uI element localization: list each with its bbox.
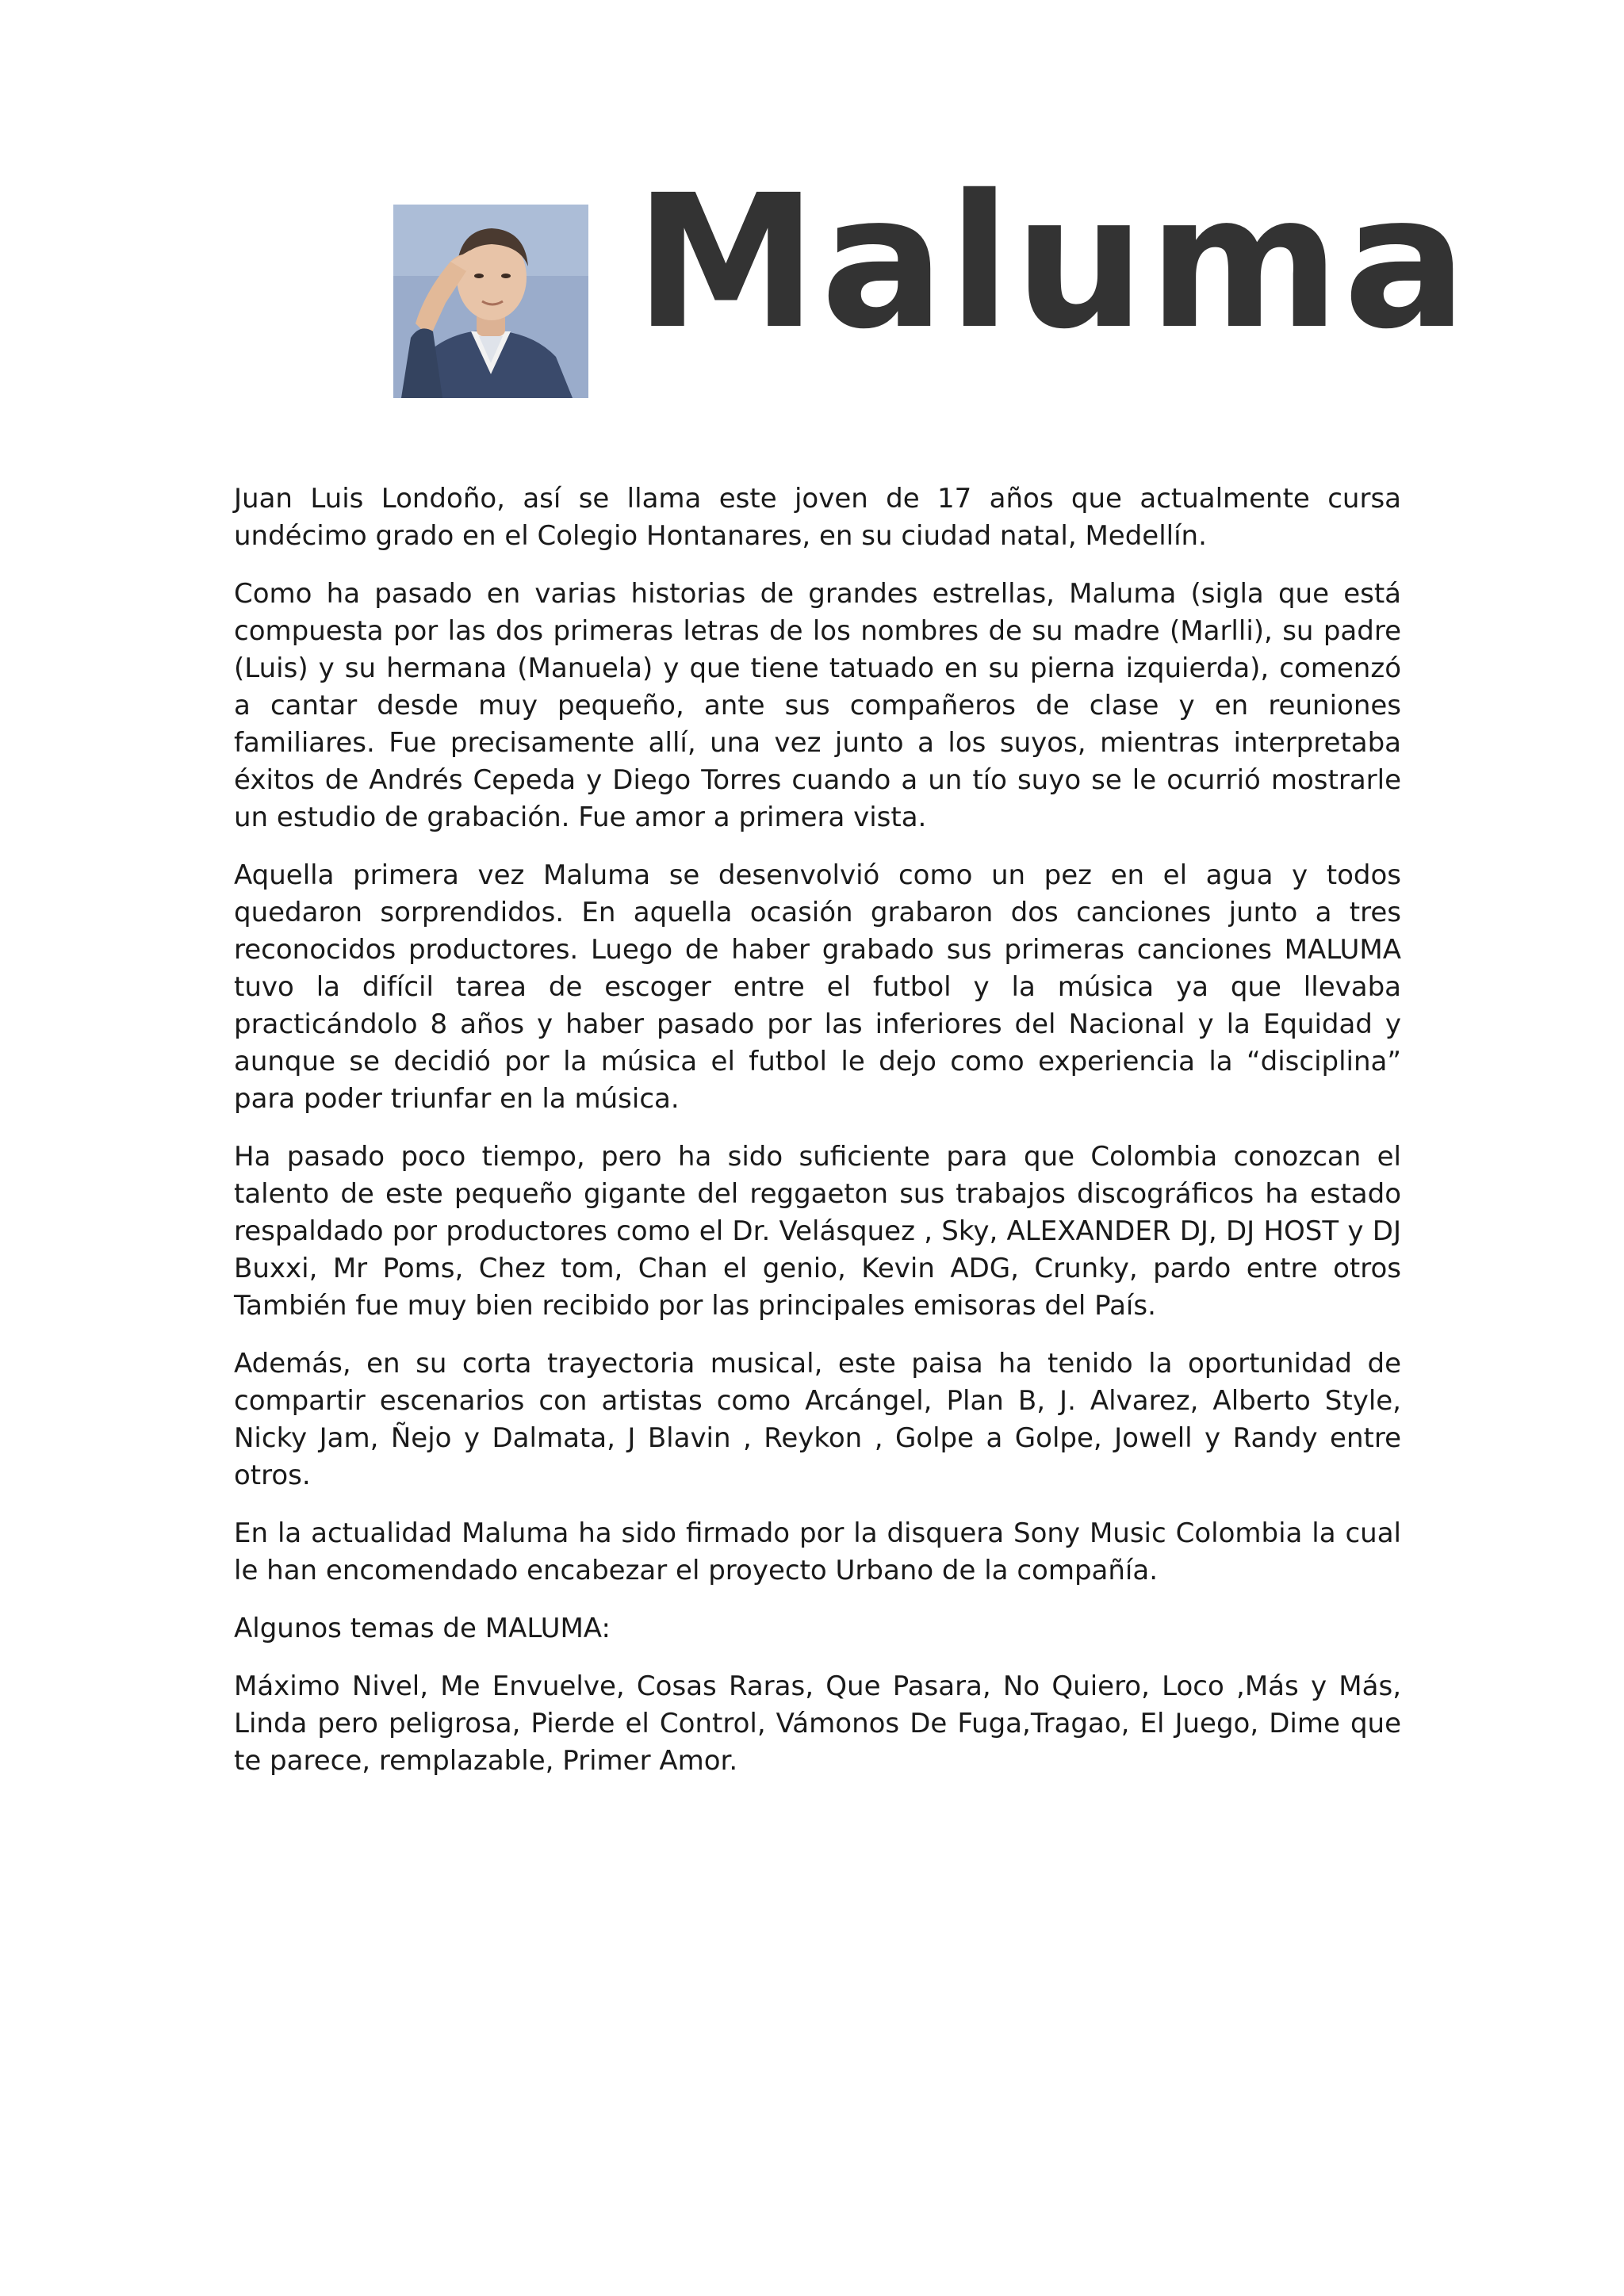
songs-list: Máximo Nivel, Me Envuelve, Cosas Raras, Que Pasara, No Quiero, Loco ,Más y Más, Linda pero peligrosa, Pierde el Control, Vámonos De Fuga,Tragao, El Juego, Dime que te parece, remplazable, Primer Amor. — [234, 1670, 1401, 1777]
page-title: Maluma — [634, 155, 1471, 369]
article-body — [234, 480, 1401, 1800]
paragraph-intro: Juan Luis Londoño, así se llama este joven de 17 años que actualmente cursa undécimo grado en el Colegio Hontanares, en su ciudad natal, Medellín. — [234, 483, 1401, 552]
paragraph-first-recording: Aquella primera vez Maluma se desenvolvió como un pez en el agua y todos quedaron sorprendidos. En aquella ocasión grabaron dos canciones junto a tres reconocidos productores. Luego de haber grabado sus primeras canciones MALUMA tuvo la difícil tarea de escoger entre el futbol y la música ya que llevaba practicándolo 8 años y haber pasado por las inferiores del Nacional y la Equidad y aunque se decidió por la música el futbol le dejo como experiencia la “disciplina” para poder triunfar en la música. — [234, 859, 1401, 1115]
portrait-icon — [393, 205, 588, 398]
songs-heading: Algunos temas de MALUMA: — [234, 1613, 611, 1644]
paragraph-record-label: En la actualidad Maluma ha sido firmado por la disquera Sony Music Colombia la cual le han encomendado encabezar el proyecto Urbano de la compañía. — [234, 1517, 1401, 1586]
paragraph-collaborations: Además, en su corta trayectoria musical, este paisa ha tenido la oportunidad de compartir escenarios con artistas como Arcángel, Plan B, J. Alvarez, Alberto Style, Nicky Jam, Ñejo y Dalmata, J Blavin , Reykon , Golpe a Golpe, Jowell y Randy entre otros. — [234, 1348, 1401, 1491]
portrait-photo — [393, 205, 588, 398]
paragraph-origins: Como ha pasado en varias historias de grandes estrellas, Maluma (sigla que está compuesta por las dos primeras letras de los nombres de su madre (Marlli), su padre (Luis) y su hermana (Manuela) y que tiene tatuado en su pierna izquierda), comenzó a cantar desde muy pequeño, ante sus compañeros de clase y en reuniones familiares. Fue precisamente allí, una vez junto a los suyos, mientras interpretaba éxitos de Andrés Cepeda y Diego Torres cuando a un tío suyo se le ocurrió mostrarle un estudio de grabación. Fue amor a primera vista. — [234, 578, 1401, 833]
paragraph-producers: Ha pasado poco tiempo, pero ha sido suficiente para que Colombia conozcan el talento de este pequeño gigante del reggaeton sus trabajos discográficos ha estado respaldado por productores como el Dr. Velásquez , Sky, ALEXANDER DJ, DJ HOST y DJ Buxxi, Mr Poms, Chez tom, Chan el genio, Kevin ADG, Crunky, pardo entre otros También fue muy bien recibido por las principales emisoras del País. — [234, 1141, 1401, 1322]
